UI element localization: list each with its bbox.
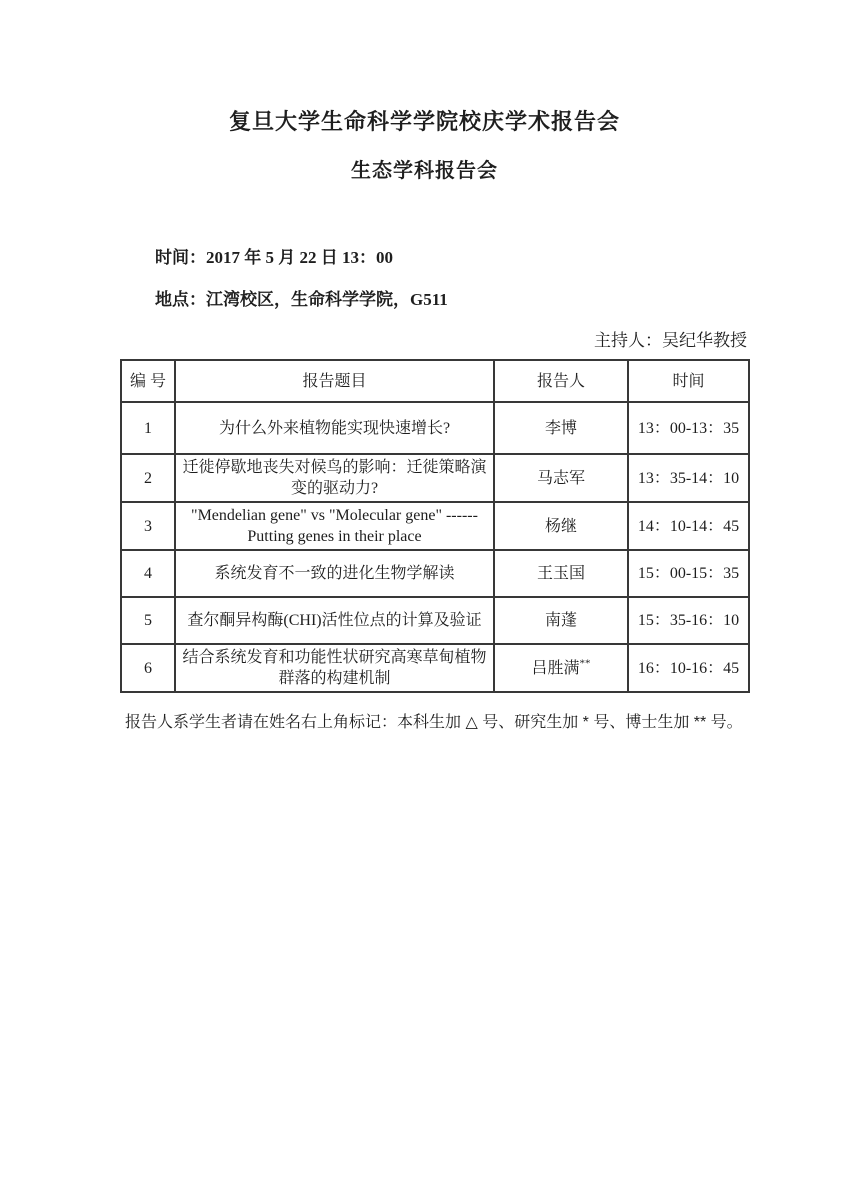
presenter-name: 杨继 (544, 517, 577, 535)
presenter-mark: ** (579, 657, 591, 670)
row-6-time: 16：10-16：45 (628, 644, 749, 692)
row-2-time: 13：35-14：10 (628, 454, 749, 502)
table-row-2 (121, 454, 749, 502)
table-row-1 (121, 402, 749, 454)
presenter-name: 南蓬 (544, 612, 577, 629)
row-2-presenter (494, 454, 628, 502)
presenter-name: 马志军 (536, 469, 585, 487)
row-5-time: 15：35-16：10 (628, 597, 749, 644)
page-title: 复旦大学生命科学学院校庆学术报告会 (228, 109, 620, 134)
presenter-name: 吕胜满 (531, 659, 580, 677)
event-host-line: 主持人：吴纪华教授 (594, 331, 747, 350)
table-row-4 (121, 550, 749, 597)
row-5-title: 查尔酮异构酶(CHI)活性位点的计算及验证 (175, 597, 494, 644)
presenter-name: 李博 (544, 419, 577, 437)
table-row-6 (121, 644, 749, 692)
event-location-line: 地点：江湾校区，生命科学学院，G511 (155, 290, 448, 309)
table-row-3 (121, 502, 749, 550)
header-no: 编 号 (121, 360, 175, 402)
row-3-time: 14：10-14：45 (628, 502, 749, 550)
table-row-5 (121, 597, 749, 644)
row-1-no: 1 (121, 402, 175, 454)
row-5-presenter (494, 597, 628, 644)
row-1-title: 为什么外来植物能实现快速增长? (175, 402, 494, 454)
table-header-row (121, 360, 749, 402)
row-6-title: 结合系统发育和功能性状研究高寒草甸植物群落的构建机制 (175, 644, 494, 692)
row-3-title: "Mendelian gene" vs "Molecular gene" ------ Putting genes in their place (175, 502, 494, 550)
row-5-no: 5 (121, 597, 175, 644)
page-subtitle: 生态学科报告会 (351, 160, 498, 182)
row-6-presenter (494, 644, 628, 692)
row-1-presenter (494, 402, 628, 454)
footnote: 报告人系学生者请在姓名右上角标记：本科生加 △ 号、研究生加 * 号、博士生加 ** 号。 (125, 714, 743, 731)
event-info (155, 245, 849, 313)
schedule-table (120, 359, 750, 693)
row-4-title: 系统发育不一致的进化生物学解读 (175, 550, 494, 597)
header-presenter: 报告人 (494, 360, 628, 402)
header-title: 报告题目 (175, 360, 494, 402)
event-time-line: 时间：2017 年 5 月 22 日 13：00 (155, 248, 393, 267)
presenter-name: 王玉国 (536, 565, 585, 582)
row-3-no: 3 (121, 502, 175, 550)
header-time: 时间 (628, 360, 749, 402)
row-4-no: 4 (121, 550, 175, 597)
row-4-time: 15：00-15：35 (628, 550, 749, 597)
row-1-time: 13：00-13：35 (628, 402, 749, 454)
row-3-presenter (494, 502, 628, 550)
row-6-no: 6 (121, 644, 175, 692)
row-4-presenter (494, 550, 628, 597)
row-2-title: 迁徙停歇地丧失对候鸟的影响：迁徙策略演变的驱动力? (175, 454, 494, 502)
row-2-no: 2 (121, 454, 175, 502)
